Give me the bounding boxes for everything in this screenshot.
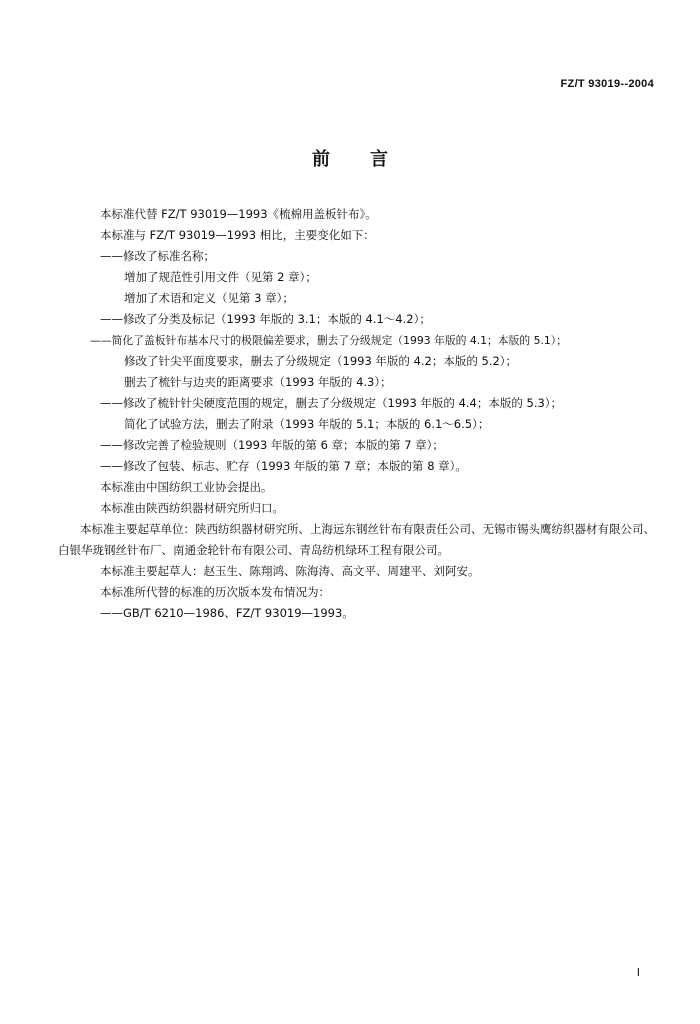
text-line: 本标准由中国纺织工业协会提出。 <box>100 480 273 494</box>
document-code: FZ/T 93019--2004 <box>560 78 654 90</box>
text-line: ——修改完善了检验规则（1993 年版的第 6 章；本版的第 7 章）； <box>100 438 444 452</box>
text-line: ——简化了盖板针布基本尺寸的极限偏差要求，删去了分级规定（1993 年版的 4.1；本版的 5.1）； <box>90 334 567 347</box>
page-title: 前言 <box>312 149 428 170</box>
text-line: 本标准由陕西纺织器材研究所归口。 <box>100 501 284 515</box>
text-line: ——修改了分类及标记（1993 年版的 3.1；本版的 4.1～4.2）； <box>100 312 431 326</box>
text-line: ——修改了标准名称； <box>100 249 215 263</box>
text-line: 增加了术语和定义（见第 3 章）； <box>124 291 294 305</box>
page-number: I <box>636 966 640 979</box>
text-line: 修改了针尖平面度要求，删去了分级规定（1993 年版的 4.2；本版的 5.2）； <box>124 354 518 368</box>
text-line: 增加了规范性引用文件（见第 2 章）； <box>124 270 317 284</box>
document-body <box>58 204 658 624</box>
text-line: 简化了试验方法，删去了附录（1993 年版的 5.1；本版的 6.1～6.5）； <box>124 417 490 431</box>
text-line: ——GB/T 6210—1986、FZ/T 93019—1993。 <box>100 606 354 620</box>
text-line: ——修改了包装、标志、贮存（1993 年版的第 7 章；本版的第 8 章）。 <box>100 459 467 473</box>
text-line: 本标准代替 FZ/T 93019—1993《梳棉用盖板针布》。 <box>100 207 377 221</box>
text-paragraph: 本标准主要起草单位：陕西纺织器材研究所、上海远东钢丝针布有限责任公司、无锡市锡头鹰纺织器材有限公司、白银华珑钢丝针布厂、南通金轮针布有限公司、青岛纺机绿环工程有限公司。 <box>58 522 655 557</box>
text-line: ——修改了梳针针尖硬度范围的规定，删去了分级规定（1993 年版的 4.4；本版的 5.3）； <box>100 396 563 410</box>
text-line: 本标准与 FZ/T 93019—1993 相比，主要变化如下： <box>100 228 375 242</box>
text-line: 本标准所代替的标准的历次版本发布情况为： <box>100 585 330 599</box>
text-line: 本标准主要起草人：赵玉生、陈翔鸿、陈海涛、高文平、周建平、刘阿安。 <box>100 564 480 578</box>
text-line: 删去了梳针与边夹的距离要求（1993 年版的 4.3）； <box>124 375 392 389</box>
